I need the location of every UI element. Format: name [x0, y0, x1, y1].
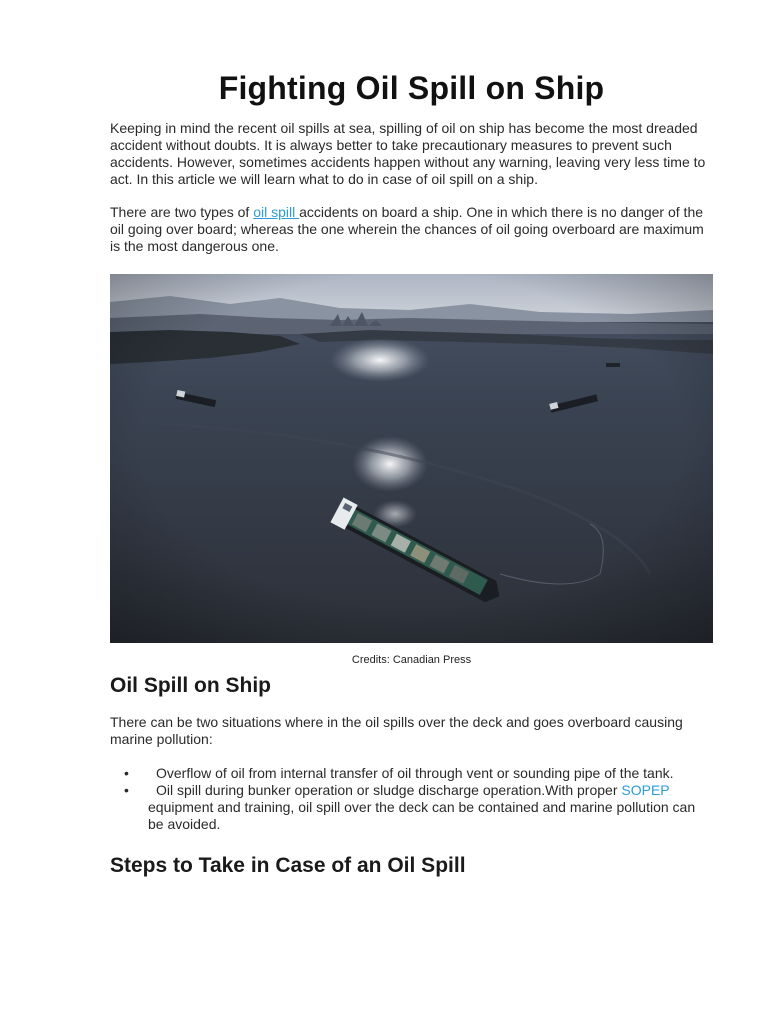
list-item — [124, 782, 713, 833]
section-heading-oil-spill: Oil Spill on Ship — [110, 674, 271, 697]
section1-paragraph: There can be two situations where in the oil spills over the deck and goes overboard causing marine pollution: — [110, 714, 683, 747]
bullet-marker: • — [124, 765, 129, 781]
bullet-marker: • — [124, 782, 129, 798]
types-text-after: accidents on board a ship. One in which there is no danger of the oil going over board; whereas the one wherein the chances of oil going overboard are maximum is the most dangerous one. — [110, 204, 704, 254]
list-item-text-before: Oil spill during bunker operation or sludge discharge operation.With proper — [156, 782, 622, 798]
photo-caption: Credits: Canadian Press — [351, 654, 472, 666]
list-item — [124, 765, 713, 782]
situation-list — [110, 765, 713, 833]
types-text-before: There are two types of — [110, 204, 254, 220]
list-item-text: Overflow of oil from internal transfer of oil through vent or sounding pipe of the tank. — [156, 765, 674, 781]
page-title: Fighting Oil Spill on Ship — [218, 70, 605, 106]
list-item-text-after: equipment and training, oil spill over the deck can be contained and marine pollution can be avoided. — [148, 799, 696, 832]
oil-spill-link[interactable]: oil spill — [253, 204, 300, 220]
types-paragraph — [110, 204, 713, 255]
intro-paragraph: Keeping in mind the recent oil spills at sea, spilling of oil on ship has become the most dreaded accident without doubts. It is always better to take precautionary measures to prevent such accidents. However, sometimes accidents happen without any warning, leaving very less time to act. In this article we will learn what to do in case of oil spill on a ship. — [110, 120, 706, 187]
article — [110, 68, 713, 879]
section-heading-steps: Steps to Take in Case of an Oil Spill — [110, 854, 466, 877]
sopep-link[interactable]: SOPEP — [621, 782, 670, 798]
oil-tanker-aerial-photo — [110, 274, 713, 643]
